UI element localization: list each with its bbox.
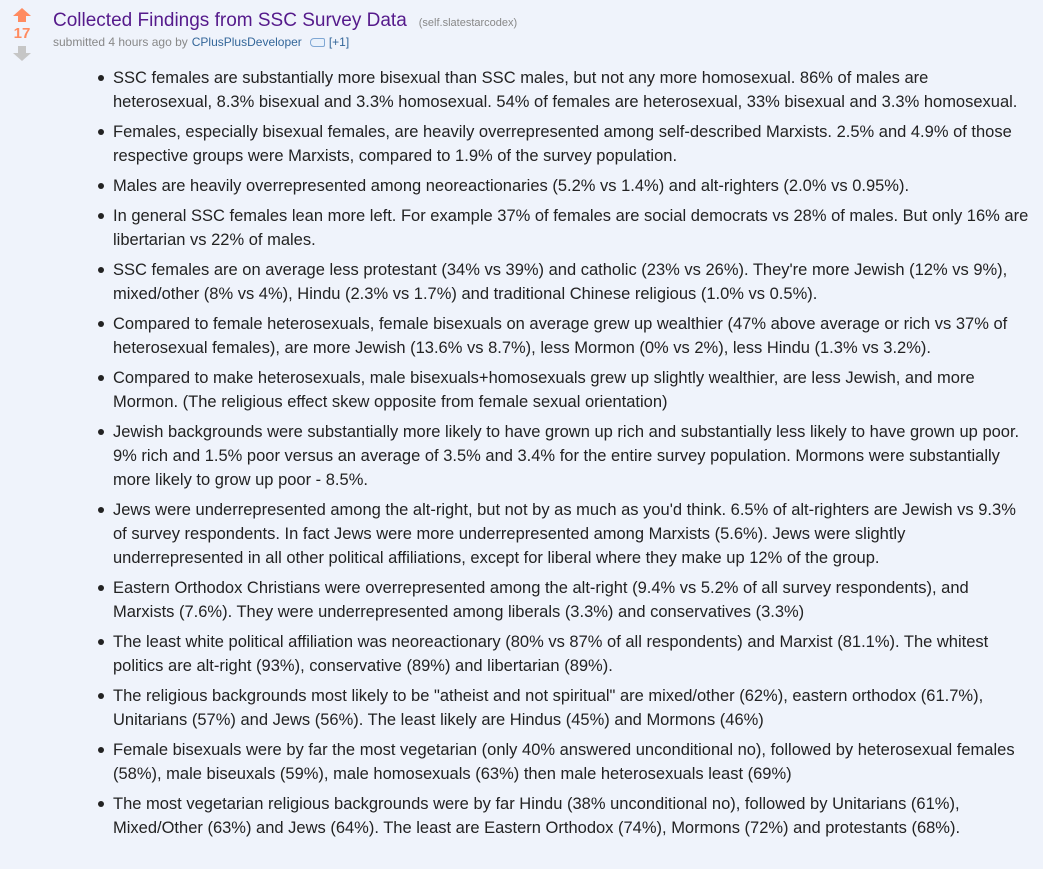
findings-list	[96, 66, 1031, 840]
plus-one-link[interactable]: [+1]	[328, 35, 350, 49]
list-item: The most vegetarian religious backgrounds were by far Hindu (38% unconditional no), followed by Unitarians (61%), Mixed/Other (63%) and Jews (64%). The least are Eastern Orthodox (74%), Mormons (72%) and protestants (68%).	[96, 792, 1031, 840]
list-item: SSC females are on average less protestant (34% vs 39%) and catholic (23% vs 26%). They're more Jewish (12% vs 9%), mixed/other (8% vs 4%), Hindu (2.3% vs 1.7%) and traditional Chinese religious (1.0% vs 0.5%).	[96, 258, 1031, 306]
tag-icon[interactable]	[310, 38, 325, 47]
post-body	[96, 66, 1031, 846]
list-item: Compared to female heterosexuals, female bisexuals on average grew up wealthier (47% above average or rich vs 37% of heterosexual females), are more Jewish (13.6% vs 8.7%), less Mormon (0% vs 2%), less Hindu (1.3% vs 3.2%).	[96, 312, 1031, 360]
list-item: Compared to make heterosexuals, male bisexuals+homosexuals grew up slightly wealthier, are less Jewish, and more Mormon. (The religious effect skew opposite from female sexual orientation)	[96, 366, 1031, 414]
post-header	[53, 10, 517, 49]
list-item: SSC females are substantially more bisexual than SSC males, but not any more homosexual. 86% of males are heterosexual, 8.3% bisexual and 3.3% homosexual. 54% of females are heterosexual, 33% bisexual and 3.3% homosexual.	[96, 66, 1031, 114]
post-title-link[interactable]: Collected Findings from SSC Survey Data	[53, 10, 407, 31]
list-item: Females, especially bisexual females, are heavily overrepresented among self-described Marxists. 2.5% and 4.9% of those respective groups were Marxists, compared to 1.9% of the survey population.	[96, 120, 1031, 168]
list-item: The religious backgrounds most likely to be "atheist and not spiritual" are mixed/other (62%), eastern orthodox (61.7%), Unitarians (57%) and Jews (56%). The least likely are Hindus (45%) and Mormons (46%)	[96, 684, 1031, 732]
list-item: Female bisexuals were by far the most vegetarian (only 40% answered unconditional no), followed by heterosexual females (58%), male biseuxals (59%), male homosexuals (63%) then male heterosexuals least (69%)	[96, 738, 1031, 786]
list-item: In general SSC females lean more left. For example 37% of females are social democrats vs 28% of males. But only 16% are libertarian vs 22% of males.	[96, 204, 1031, 252]
vote-column	[8, 8, 36, 62]
upvote-arrow-icon[interactable]	[13, 8, 31, 16]
score: 17	[13, 25, 31, 42]
list-item: Jews were underrepresented among the alt-right, but not by as much as you'd think. 6.5% of alt-righters are Jewish vs 9.3% of survey respondents. In fact Jews were more underrepresented among Marxists (5.6%). Jews were slightly underrepresented in all other political affiliations, except for liberal where they make up 12% of the group.	[96, 498, 1031, 570]
author-link[interactable]: CPlusPlusDeveloper	[191, 35, 302, 49]
post-tagline	[53, 35, 517, 49]
list-item: Eastern Orthodox Christians were overrepresented among the alt-right (9.4% vs 5.2% of all survey respondents), and Marxists (7.6%). They were underrepresented among liberals (3.3%) and conservatives (3.3%)	[96, 576, 1031, 624]
submitted-text: submitted 4 hours ago by	[53, 35, 188, 49]
list-item: Jewish backgrounds were substantially more likely to have grown up rich and substantially less likely to have grown up poor. 9% rich and 1.5% poor versus an average of 3.5% and 3.4% for the entire survey population. Mormons were substantially more likely to grow up poor - 8.5%.	[96, 420, 1031, 492]
list-item: The least white political affiliation was neoreactionary (80% vs 87% of all respondents) and Marxist (81.1%). The whitest politics are alt-right (93%), conservative (89%) and libertarian (89%).	[96, 630, 1031, 678]
title-line	[53, 10, 517, 32]
downvote-arrow-icon[interactable]	[13, 46, 31, 62]
list-item: Males are heavily overrepresented among neoreactionaries (5.2% vs 1.4%) and alt-righters (2.0% vs 0.95%).	[96, 174, 1031, 198]
post-domain[interactable]: (self.slatestarcodex)	[418, 17, 518, 29]
